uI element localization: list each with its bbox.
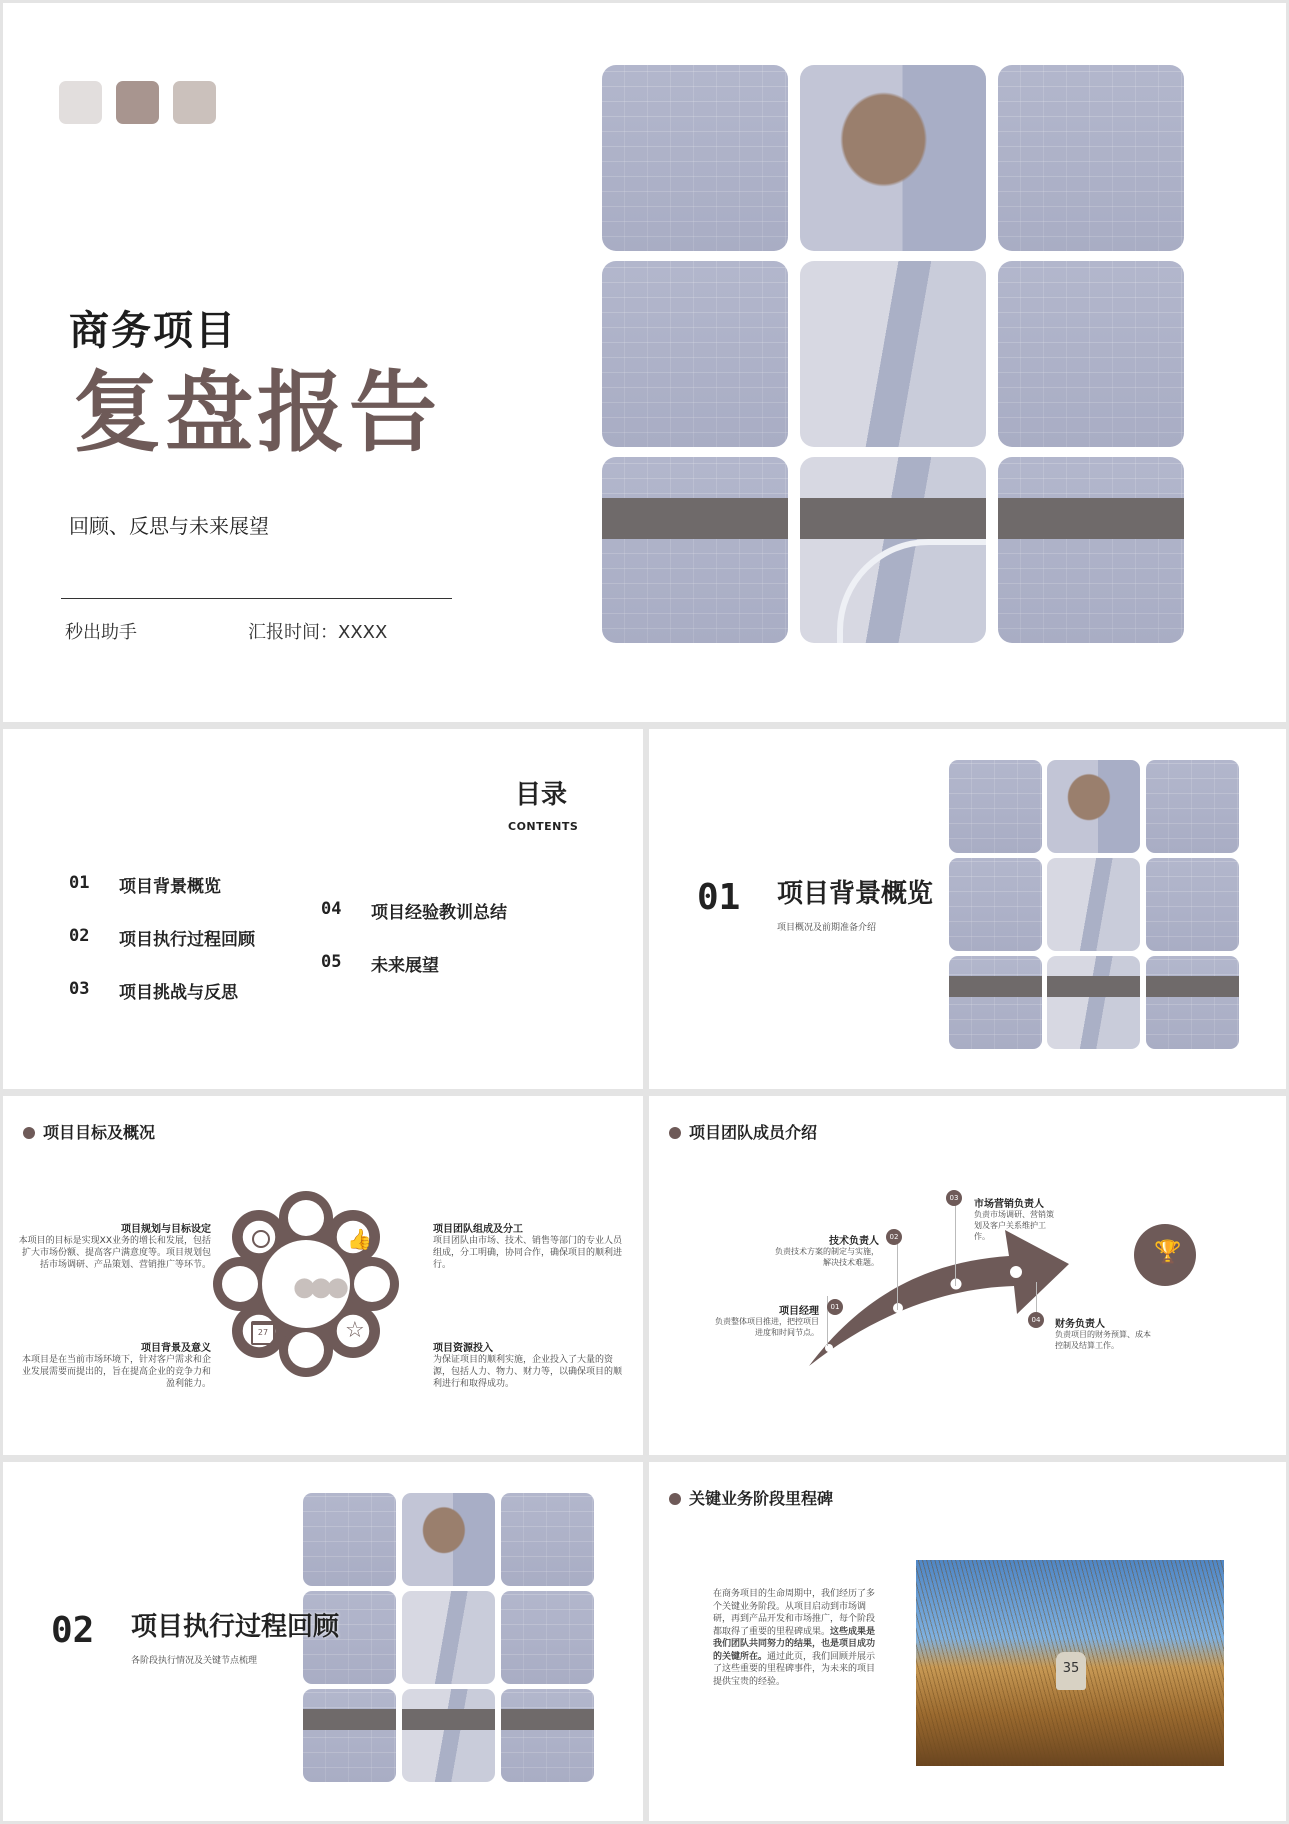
- mosaic-tile: [602, 261, 788, 447]
- member-role: 市场营销负责人: [974, 1199, 1044, 1210]
- milestone-text-end: 通过此页，我们回顾并展示了这些重要的里程碑事件，为未来的项目提供宝贵的经验。: [713, 1651, 876, 1687]
- milestone-text-bold: 这些成果是我们团队共同努力的结果，也是项目成功的关键所在。: [713, 1626, 876, 1662]
- section1-slide: [649, 729, 1286, 1089]
- mosaic-tile: [1047, 956, 1140, 1049]
- trophy-icon: 🏆: [1154, 1240, 1182, 1265]
- vline: [955, 1204, 956, 1286]
- vline: [1036, 1282, 1037, 1316]
- toc-item-label[interactable]: 项目背景概览: [119, 877, 221, 897]
- milestone-text: [713, 1588, 879, 1688]
- section2-slide: [3, 1462, 643, 1821]
- team-icon: ●●●: [293, 1272, 344, 1302]
- calendar-icon: 27: [251, 1321, 275, 1345]
- goal-block-title: 项目规划与目标设定: [121, 1224, 211, 1235]
- mosaic-tile: [998, 261, 1184, 447]
- cover-title-big: 复盘报告: [73, 361, 442, 464]
- member-desc: 负责技术方案的制定与实施，解决技术难题。: [775, 1247, 879, 1267]
- member-role: 项目经理: [779, 1306, 819, 1317]
- section-title: 项目执行过程回顾: [131, 1612, 340, 1642]
- deco-square-1: [59, 81, 102, 124]
- slide-heading: 关键业务阶段里程碑: [669, 1486, 833, 1509]
- member-number-badge: 02: [886, 1229, 902, 1245]
- mosaic-tile: [949, 760, 1042, 853]
- goals-slide: [3, 1096, 643, 1455]
- mosaic-tile: [949, 858, 1042, 951]
- section-number: 02: [51, 1610, 95, 1651]
- goal-block-title: 项目资源投入: [433, 1343, 493, 1354]
- mosaic-tile: [800, 261, 986, 447]
- mosaic-tile: [501, 1493, 594, 1586]
- mosaic-tile: [402, 1689, 495, 1782]
- toc-item-number: 03: [69, 979, 90, 999]
- mosaic-tile: [1146, 858, 1239, 951]
- cover-divider: [61, 598, 452, 599]
- toc-subtitle: CONTENTS: [508, 820, 579, 833]
- mosaic-tile: [303, 1689, 396, 1782]
- section-number: 01: [697, 877, 741, 918]
- member-desc: 负责整体项目推进，把控项目进度和时间节点。: [715, 1317, 819, 1337]
- mosaic-tile: [949, 956, 1042, 1049]
- section-description: 项目概况及前期准备介绍: [777, 923, 877, 933]
- star-icon: ☆: [345, 1318, 365, 1343]
- thumbs-up-icon: 👍: [347, 1227, 372, 1251]
- deco-square-3: [173, 81, 216, 124]
- mosaic-tile: [602, 65, 788, 251]
- cover-author: 秒出助手: [65, 622, 137, 643]
- goal-block-text: 项目团队由市场、技术、销售等部门的专业人员组成，分工明确，协同合作，确保项目的顺利进行。: [433, 1236, 623, 1270]
- member-number-badge: 01: [827, 1299, 843, 1315]
- member-role: 财务负责人: [1055, 1319, 1105, 1330]
- toc-slide: [3, 729, 643, 1089]
- section-description: 各阶段执行情况及关键节点梳理: [131, 1656, 258, 1666]
- toc-item-label[interactable]: 项目执行过程回顾: [119, 930, 255, 950]
- mosaic-tile: [998, 457, 1184, 643]
- member-number-badge: 03: [946, 1190, 962, 1206]
- team-slide: [649, 1096, 1286, 1455]
- goal-block-text: 为保证项目的顺利实施，企业投入了大量的资源，包括人力、物力、财力等，以确保项目的顺利进行和取得成功。: [433, 1355, 623, 1389]
- section-title: 项目背景概览: [777, 879, 934, 909]
- mosaic-tile: [602, 457, 788, 643]
- cover-title-small: 商务项目: [69, 308, 237, 354]
- member-desc: 负责市场调研、营销策划及客户关系维护工作。: [974, 1210, 1054, 1241]
- vline: [897, 1238, 898, 1310]
- goal-block-title: 项目背景及意义: [141, 1343, 211, 1354]
- milestone-slide: [649, 1462, 1286, 1821]
- toc-item-label[interactable]: 未来展望: [371, 956, 439, 976]
- mosaic-tile: [1047, 760, 1140, 853]
- toc-item-label[interactable]: 项目挑战与反思: [119, 983, 238, 1003]
- mosaic-tile: [501, 1591, 594, 1684]
- milestone-text-normal: 在商务项目的生命周期中，我们经历了多个关键业务阶段。从项目启动到市场调研，再到产品开发和市场推广，每个阶段都取得了重要的里程碑成果。: [713, 1589, 876, 1637]
- goal-block-text: 本项目的目标是实现XX业务的增长和发展，包括扩大市场份额、提高客户满意度等。项目规划包括市场调研、产品策划、营销推广等环节。: [18, 1236, 211, 1270]
- deco-square-2: [116, 81, 159, 124]
- mosaic-tile: [303, 1493, 396, 1586]
- search-icon: [252, 1230, 270, 1248]
- mosaic-tile: [800, 457, 986, 643]
- member-role: 技术负责人: [829, 1236, 879, 1247]
- mosaic-tile: [1146, 760, 1239, 853]
- goal-block-title: 项目团队组成及分工: [433, 1224, 523, 1235]
- mosaic-tile: [1146, 956, 1239, 1049]
- toc-item-number: 04: [321, 899, 342, 919]
- mosaic-tile: [800, 65, 986, 251]
- toc-item-number: 01: [69, 873, 90, 893]
- goal-block-text: 本项目是在当前市场环境下，针对客户需求和企业发展需要而提出的，旨在提高企业的竞争力和盈利能力。: [21, 1355, 211, 1389]
- milestone-stone: 35: [1056, 1652, 1086, 1690]
- mosaic-tile: [402, 1591, 495, 1684]
- mosaic-tile: [998, 65, 1184, 251]
- mosaic-tile: [501, 1689, 594, 1782]
- cover-report-time: 汇报时间：XXXX: [248, 622, 388, 643]
- toc-item-label[interactable]: 项目经验教训总结: [371, 903, 507, 923]
- cover-slide: [3, 3, 1286, 722]
- mosaic-tile: [402, 1493, 495, 1586]
- slide-heading: 项目目标及概况: [23, 1120, 155, 1143]
- member-number-badge: 04: [1028, 1312, 1044, 1328]
- slide-heading: 项目团队成员介绍: [669, 1120, 817, 1143]
- toc-item-number: 02: [69, 926, 90, 946]
- mosaic-tile: [1047, 858, 1140, 951]
- cover-subtitle: 回顾、反思与未来展望: [69, 514, 269, 538]
- toc-item-number: 05: [321, 952, 342, 972]
- toc-title: 目录: [515, 780, 568, 810]
- milestone-photo: [916, 1560, 1224, 1766]
- member-desc: 负责项目的财务预算、成本控制及结算工作。: [1055, 1330, 1151, 1350]
